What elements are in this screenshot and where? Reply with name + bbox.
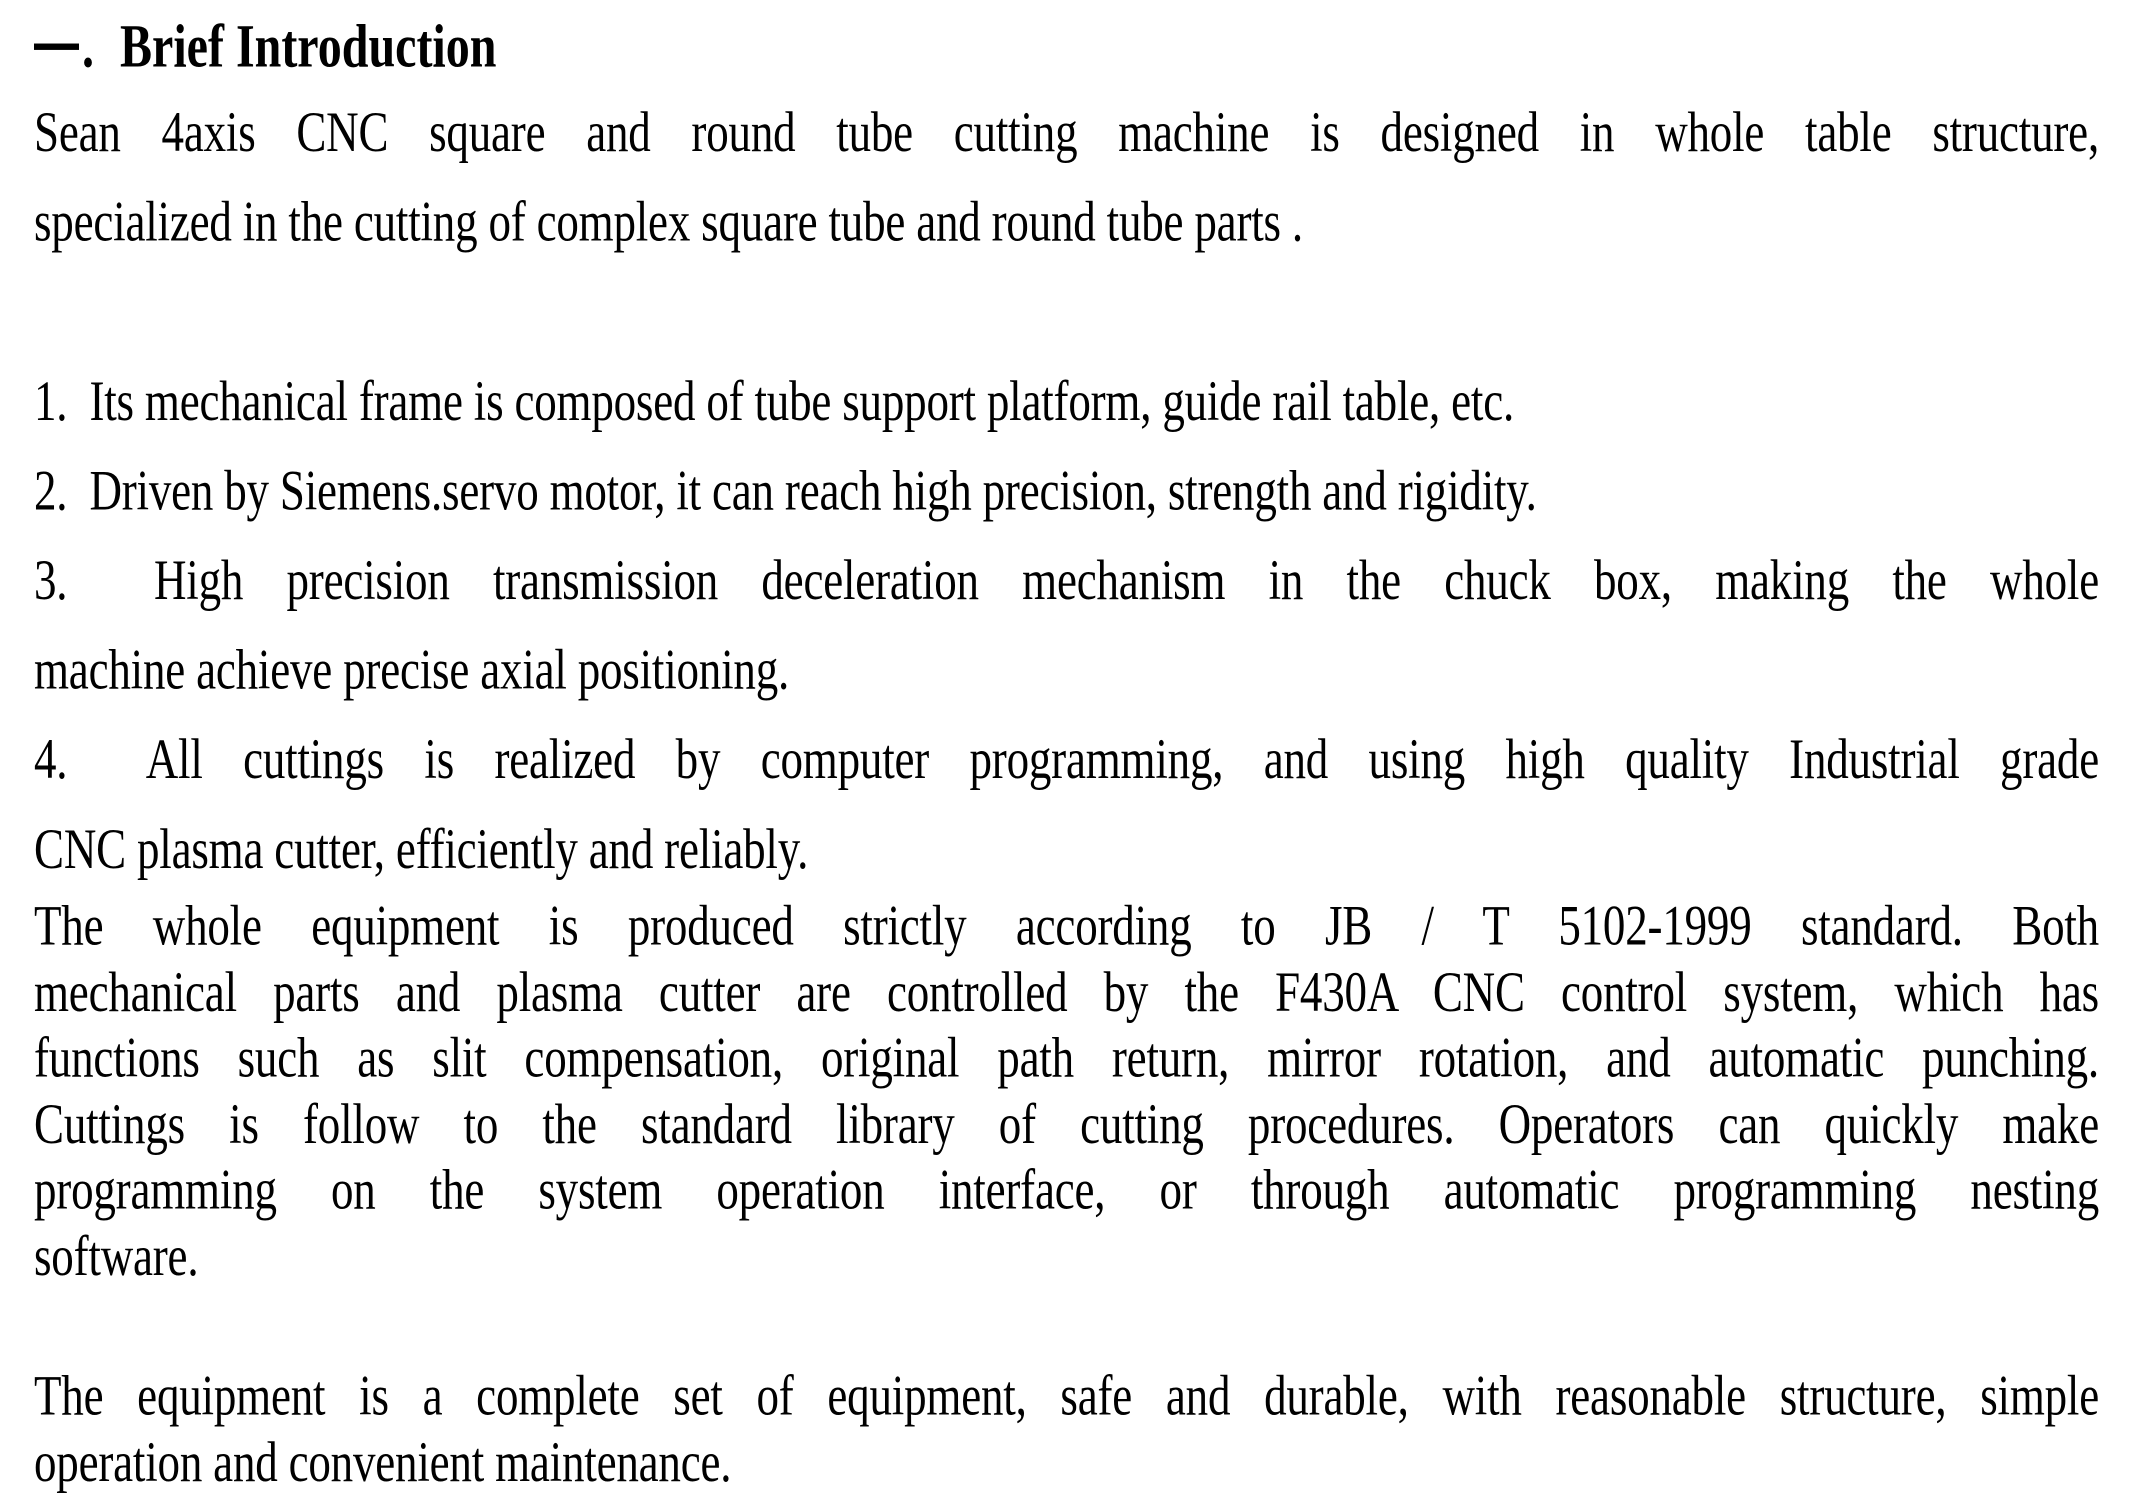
closing-paragraph	[34, 1363, 2099, 1495]
heading-title: Brief Introduction	[120, 12, 497, 81]
list-item-continuation: machine achieve precise axial positioning.	[34, 637, 790, 702]
feature-list	[34, 356, 2099, 894]
list-item: 1. Its mechanical frame is composed of tube support platform, guide rail table, etc.	[34, 368, 1515, 433]
intro-paragraph	[34, 87, 2099, 266]
standard-paragraph	[34, 893, 2099, 1289]
text-line: programming on the system operation interface, or through automatic programming nesting	[34, 1157, 2099, 1222]
list-item-continuation: CNC plasma cutter, efficiently and reliably.	[34, 816, 809, 881]
cjk-one-glyph	[34, 44, 79, 50]
text-line: The equipment is a complete set of equipment, safe and durable, with reasonable structure, simple	[34, 1363, 2099, 1428]
text-line: software.	[34, 1223, 199, 1288]
heading-numeral	[34, 13, 94, 81]
text-line: The whole equipment is produced strictly according to JB / T 5102-1999 standard. Both	[34, 893, 2099, 958]
text-line: Cuttings is follow to the standard library of cutting procedures. Operators can quickly make	[34, 1091, 2099, 1156]
list-item: 3. High precision transmission deceleration mechanism in the chuck box, making the whole	[34, 547, 2099, 612]
text-line: mechanical parts and plasma cutter are controlled by the F430A CNC control system, which has	[34, 959, 2099, 1024]
list-item: 2. Driven by Siemens.servo motor, it can reach high precision, strength and rigidity.	[34, 458, 1537, 523]
text-line: Sean 4axis CNC square and round tube cutting machine is designed in whole table structure,	[34, 99, 2099, 164]
text-line: operation and convenient maintenance.	[34, 1429, 732, 1494]
section-heading	[34, 8, 2099, 87]
text-line: functions such as slit compensation, original path return, mirror rotation, and automatic punching.	[34, 1025, 2099, 1090]
list-item: 4. All cuttings is realized by computer programming, and using high quality Industrial grade	[34, 727, 2099, 792]
text-line: specialized in the cutting of complex square tube and round tube parts .	[34, 189, 1303, 254]
heading-numeral-period: .	[82, 12, 94, 81]
